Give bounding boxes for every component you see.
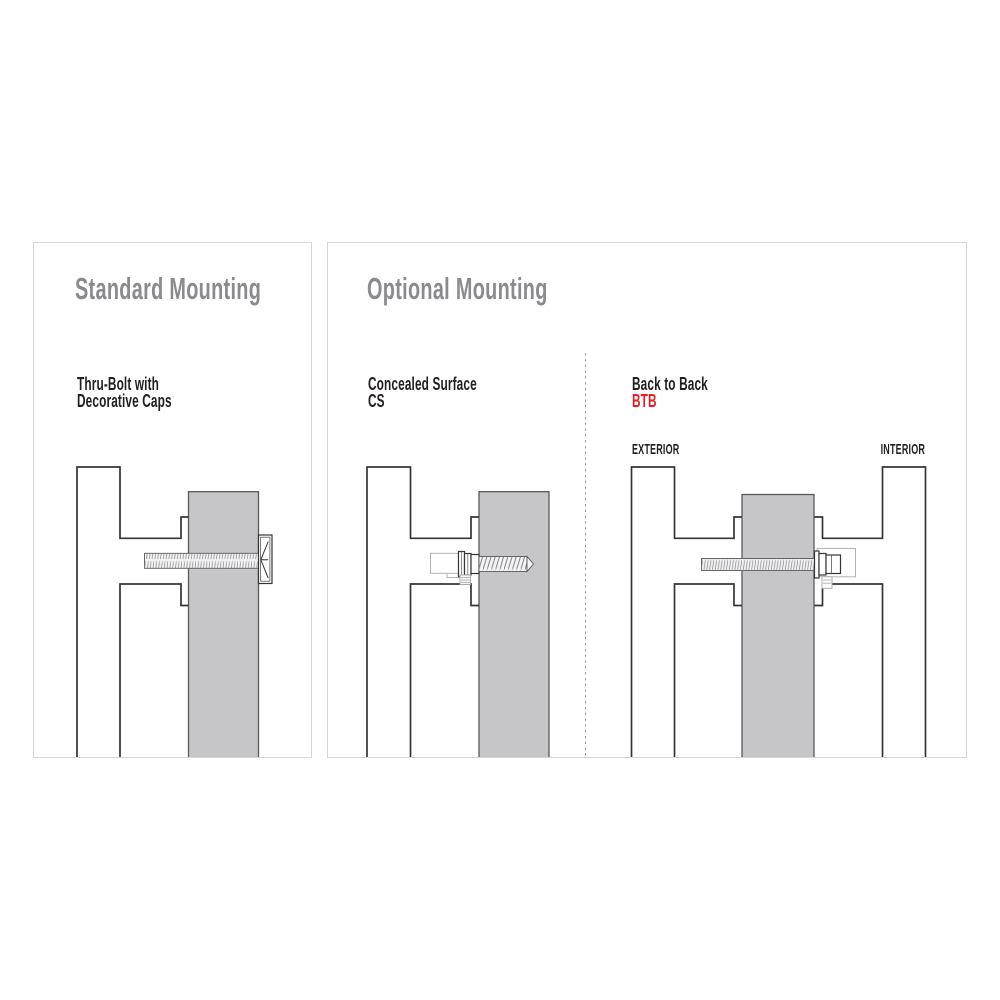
standard-panel-title (75, 273, 366, 304)
concealed-surface-caption (368, 373, 538, 411)
door-section (479, 492, 549, 757)
pull-handle-outline (367, 467, 479, 757)
surface-fitting (459, 552, 480, 578)
exterior-pull-outline (632, 467, 743, 757)
section-divider (585, 353, 586, 757)
decorative-cap (259, 535, 273, 584)
standard-mounting-panel (33, 242, 312, 758)
set-screw (460, 575, 471, 585)
optional-mounting-panel (327, 242, 967, 758)
washer-and-nuts (815, 551, 841, 578)
door-section (189, 492, 259, 757)
concealed-surface-diagram (350, 460, 560, 757)
exterior-label: EXTERIOR (632, 441, 680, 458)
pull-handle-outline (77, 467, 189, 757)
set-screw (822, 577, 832, 589)
optional-panel-title-text: Optional Mounting (367, 271, 548, 306)
thru-bolt-caption-line1: Thru-Bolt with (77, 373, 160, 394)
concealed-surface-name: Concealed Surface (368, 373, 477, 394)
door-section (742, 495, 814, 758)
concealed-surface-code: CS (368, 389, 385, 411)
back-to-back-diagram (625, 460, 940, 757)
thru-bolt-diagram (60, 460, 300, 757)
interior-label: INTERIOR (880, 441, 925, 458)
back-to-back-name: Back to Back (632, 373, 708, 394)
standard-panel-title-text: Standard Mounting (75, 271, 262, 306)
optional-panel-title (367, 273, 649, 304)
thru-bolt-caption-line2: Decorative Caps (77, 389, 172, 411)
concealed-screw (479, 557, 534, 572)
back-to-back-caption (632, 373, 751, 411)
back-to-back-rod (702, 559, 815, 571)
thru-bolt-caption (77, 373, 225, 411)
concealed-mount-plate (431, 553, 459, 577)
thru-bolt-rod (145, 553, 260, 568)
interior-pull-outline (815, 467, 926, 757)
back-to-back-code: BTB (632, 389, 657, 411)
